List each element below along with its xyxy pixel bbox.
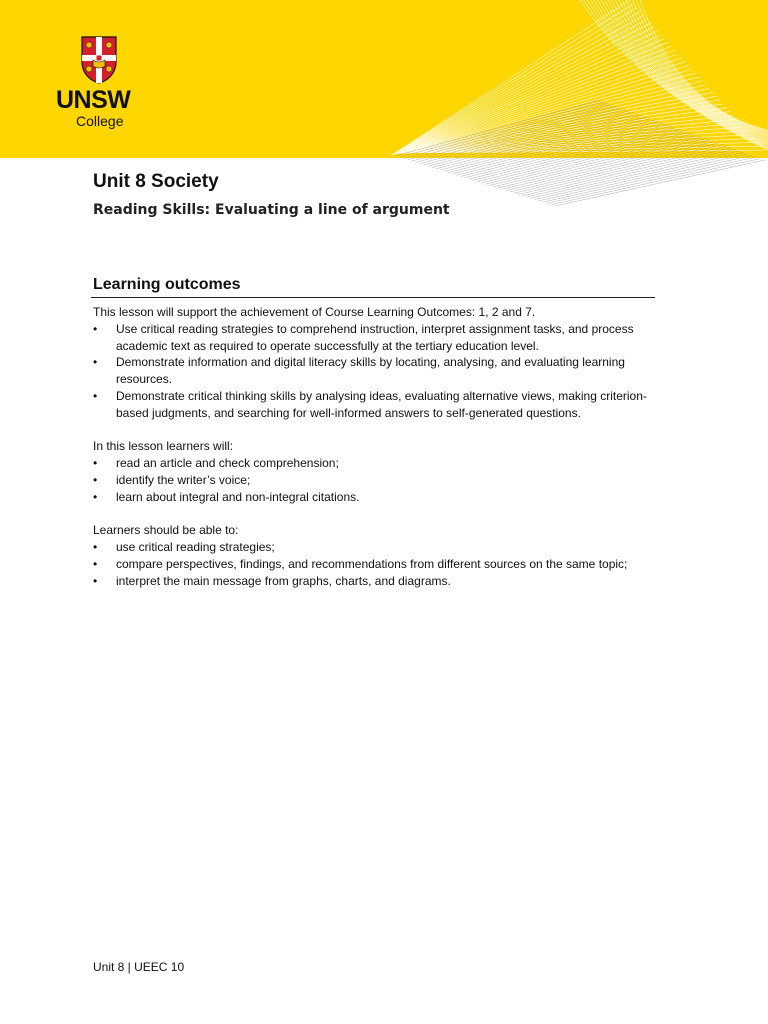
section-divider	[91, 297, 655, 298]
lesson-intro: In this lesson learners will:	[93, 439, 234, 454]
page-title: Unit 8 Society	[93, 171, 219, 192]
page-subtitle: Reading Skills: Evaluating a line of argument	[93, 202, 450, 218]
decorative-line-art	[380, 0, 768, 215]
outcomes-intro: This lesson will support the achievement of Course Learning Outcomes: 1, 2 and 7.	[93, 305, 536, 319]
course-outcomes-list	[93, 321, 653, 422]
list-item: • Demonstrate critical thinking skills by analysing ideas, evaluating alternative views, making criterion-based judgments, and searching for well-informed answers to self-generated questions.	[93, 388, 653, 422]
list-item: • Use critical reading strategies to comprehend instruction, interpret assignment tasks, and process academic text as required to operate successfully at the tertiary education level.	[93, 321, 653, 355]
page-footer: Unit 8 | UEEC 10	[93, 960, 185, 974]
list-item: • read an article and check comprehension;	[93, 455, 653, 472]
logo-wordmark: UNSW	[56, 86, 131, 114]
unsw-crest-icon	[81, 36, 117, 84]
list-item: • identify the writer’s voice;	[93, 472, 653, 489]
unsw-college-logo	[56, 36, 146, 132]
list-item: • compare perspectives, findings, and recommendations from different sources on the same topic;	[93, 556, 653, 573]
lesson-items-list	[93, 455, 653, 505]
learning-outcomes-body	[93, 304, 653, 590]
logo-subtext: College	[76, 113, 124, 129]
able-intro: Learners should be able to:	[93, 523, 239, 538]
list-item: • Demonstrate information and digital literacy skills by locating, analysing, and evaluating learning resources.	[93, 354, 653, 388]
list-item: • interpret the main message from graphs, charts, and diagrams.	[93, 573, 653, 590]
learning-outcomes-heading: Learning outcomes	[93, 276, 241, 293]
list-item: • use critical reading strategies;	[93, 539, 653, 556]
able-items-list	[93, 539, 653, 589]
list-item: • learn about integral and non-integral citations.	[93, 489, 653, 506]
